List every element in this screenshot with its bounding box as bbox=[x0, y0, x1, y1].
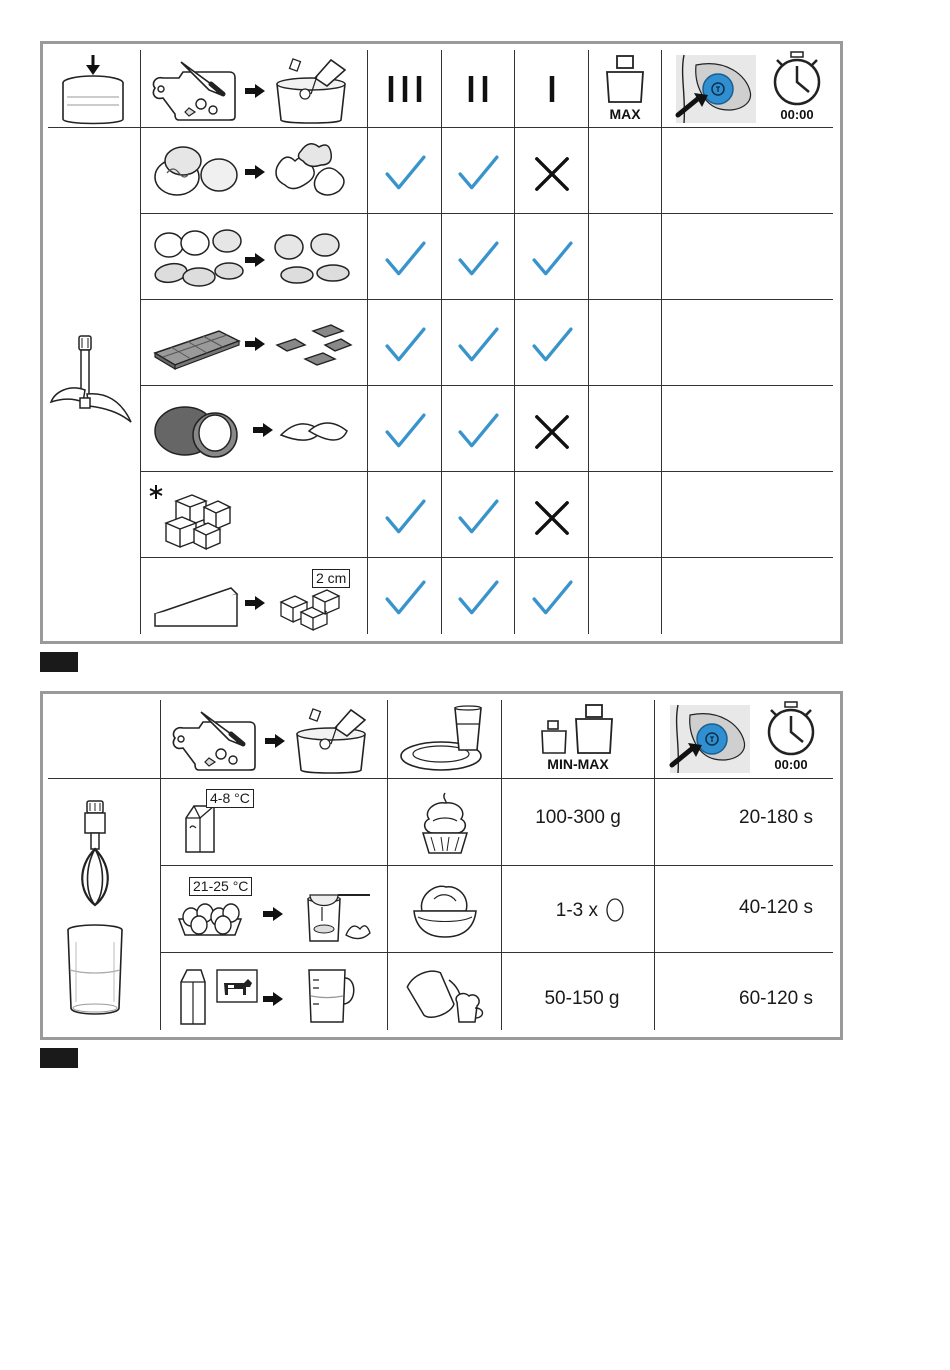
cross-icon bbox=[515, 132, 588, 216]
black-marker bbox=[40, 652, 78, 672]
check-icon bbox=[442, 218, 514, 302]
stopwatch-icon bbox=[766, 52, 828, 106]
time-value: 60-120 s bbox=[739, 988, 813, 1009]
whipped-cream-icon bbox=[388, 786, 501, 862]
cow-icon bbox=[216, 968, 258, 1004]
turbo-button-icon bbox=[676, 55, 756, 123]
speed-2-label bbox=[442, 52, 514, 126]
check-icon bbox=[515, 562, 588, 636]
check-icon bbox=[442, 132, 514, 216]
check-icon bbox=[368, 390, 441, 474]
time-value: 40-120 s bbox=[739, 897, 813, 918]
arrow-icon bbox=[262, 992, 284, 1006]
check-icon bbox=[368, 304, 441, 388]
check-icon bbox=[442, 304, 514, 388]
chopper-blade-icon bbox=[48, 330, 136, 430]
arrow-icon bbox=[262, 907, 284, 921]
hazelnuts-almonds-icon bbox=[146, 222, 362, 294]
coconut-icon bbox=[146, 394, 362, 466]
size-label: 2 cm bbox=[312, 569, 350, 588]
milk-froth-icon bbox=[388, 958, 501, 1028]
turbo-button-icon bbox=[670, 705, 750, 773]
amount-value: 1-3 x bbox=[555, 900, 598, 921]
amount-value: 100-300 g bbox=[535, 807, 621, 828]
weight-max-icon bbox=[589, 52, 661, 108]
eggs-carton-icon bbox=[170, 896, 250, 942]
jug-lid-press-icon bbox=[48, 52, 138, 126]
milk-box-icon bbox=[178, 968, 208, 1026]
egg-separator-icon bbox=[300, 884, 376, 944]
whisk-icon bbox=[60, 795, 130, 910]
max-label: MAX bbox=[609, 106, 641, 122]
speed-3-label bbox=[368, 52, 441, 126]
chop-and-fill-icon bbox=[166, 702, 382, 776]
check-icon bbox=[368, 562, 441, 636]
check-icon bbox=[515, 218, 588, 302]
amount-value: 50-150 g bbox=[544, 988, 620, 1009]
egg-icon bbox=[604, 897, 626, 923]
check-icon bbox=[368, 218, 441, 302]
time-value: 20-180 s bbox=[739, 807, 813, 828]
check-icon bbox=[442, 476, 514, 560]
egg-foam-bowl-icon bbox=[388, 872, 501, 948]
temp-label: 4-8 °C bbox=[206, 789, 254, 808]
chop-and-fill-icon bbox=[146, 52, 362, 126]
timer-label: 00:00 bbox=[774, 757, 808, 772]
check-icon bbox=[368, 132, 441, 216]
measuring-beaker-icon bbox=[60, 920, 130, 1020]
cross-icon bbox=[515, 390, 588, 474]
ice-cubes-icon bbox=[146, 480, 362, 552]
timer-label: 00:00 bbox=[780, 107, 814, 122]
black-marker bbox=[40, 1048, 78, 1068]
minmax-label: MIN-MAX bbox=[547, 756, 609, 772]
weights-minmax-icon bbox=[502, 702, 654, 758]
check-icon bbox=[442, 390, 514, 474]
temp-label: 21-25 °C bbox=[189, 877, 252, 896]
check-icon bbox=[442, 562, 514, 636]
speed-1-label bbox=[515, 52, 588, 126]
plate-and-glass-icon bbox=[388, 702, 501, 776]
cross-icon bbox=[515, 476, 588, 560]
check-icon bbox=[515, 304, 588, 388]
milk-carton-icon bbox=[170, 800, 230, 856]
check-icon bbox=[368, 476, 441, 560]
measuring-jug-icon bbox=[302, 964, 358, 1026]
chocolate-bar-icon bbox=[146, 308, 362, 380]
walnuts-icon bbox=[146, 136, 362, 208]
stopwatch-icon bbox=[760, 702, 822, 756]
